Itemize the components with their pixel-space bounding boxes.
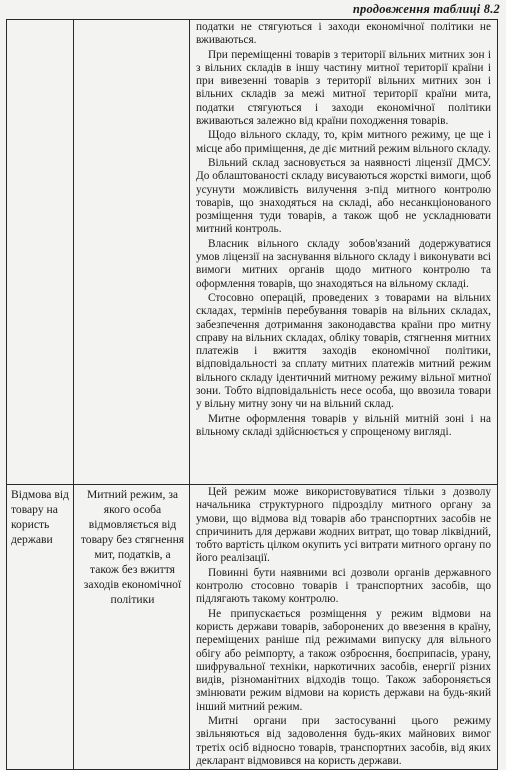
regime-name-cell [7, 485, 74, 770]
regime-name: Відмова від товару на користь держави [11, 488, 69, 546]
paragraph: Вільний склад засновується за наявності ліцензії ДМСУ. До облаштованості складу висуваються жорсткі вимоги, щоб усунути можливість вилучення з-під митного контролю товарів, що знаходяться на складі, або несанкціонованого розміщення туди товарів, а також щоб не ускладнювати митний контроль. [196, 156, 491, 236]
regime-definition-cell [74, 20, 190, 485]
regime-definition [74, 20, 189, 22]
paragraph: податки не стягуються і заходи економічної політики не вживаються. [196, 21, 491, 47]
paragraph: Цей режим може використовуватися тільки з дозволу начальника структурного підрозділу митного органу за умови, що відмова від товарів або транспортних засобів не спричинить для держави жодних витрат, що товар ліквідний, тобто вартість цілком окупить усі витрати митного органу по його реалізації. [196, 486, 491, 565]
table-row [7, 485, 498, 770]
regime-description-cell [190, 20, 498, 485]
paragraph: Митне оформлення товарів у вільній митній зоні і на вільному складі здійснюється у спрощеному вигляді. [196, 412, 491, 438]
regime-definition-cell [74, 485, 190, 770]
regime-definition: Митний режим, за якого особа відмовляється від товару без стягнення мит, податків, а також без вжиття заходів економічної політики [80, 488, 185, 606]
regime-name [7, 20, 73, 22]
table-continuation-caption: продовження таблиці 8.2 [352, 2, 500, 16]
regime-description-cell [190, 485, 498, 770]
paragraph: Стосовно операцій, проведених з товарами на вільних складах, термінів перебування товарів на вільних складах, забезпечення дотримання законодавства країни про митну справу на вільних складах, обліку товарів, стягнення митних платежів і вжиття заходів економічної політики, відповідальності за сплату митних платежів митний режим вільного складу ідентичний митному режиму вільної митної зони. Тобто відповідальність несе особа, що ввозила товари у вільну митну зону чи на вільний склад. [196, 291, 491, 411]
paragraph: При переміщенні товарів з території вільних митних зон і з вільних складів в іншу частину митної території країни і при вивезенні товарів з території вільних митних зон і вільних складів за межі митної території країни мита, податки стягуються і заходи економічної політики вживаються залежно від країни походження товарів. [196, 48, 491, 128]
paragraph: Повинні бути наявними всі дозволи органів державного контролю стосовно товарів і транспортних засобів, що підлягають такому контролю. [196, 566, 491, 606]
paragraph: Митні органи при застосуванні цього режиму звільняються від задоволення будь-яких майнових вимог третіх осіб відносно товарів, транспортних засобів, від яких декларант відмовився на користь держави. [196, 715, 491, 767]
regime-name-cell [7, 20, 74, 485]
paragraph: Не припускається розміщення у режим відмови на користь держави товарів, заборонених до ввезення в країну, переміщених раніше під режимами випуску для вільного обігу або реімпорту, а також озброєння, боєприпасів, урану, шифрувальної техніки, наркотичних засобів, енергії різних видів, різноманітних відходів тощо. Також забороняється змінювати режим відмови на користь держави на будь-який інший митний режим. [196, 607, 491, 713]
table-row [7, 20, 498, 485]
paragraph: Власник вільного складу зобов'язаний додержуватися умов ліцензії на заснування вільного складу і виконувати всі вимоги митних органів щодо митного контролю та оформлення товарів, що знаходяться на вільному складі. [196, 237, 491, 290]
paragraph: Щодо вільного складу, то, крім митного режиму, це ще і місце або приміщення, де діє митний режим вільного складу. [196, 129, 491, 155]
regime-table [6, 19, 498, 770]
